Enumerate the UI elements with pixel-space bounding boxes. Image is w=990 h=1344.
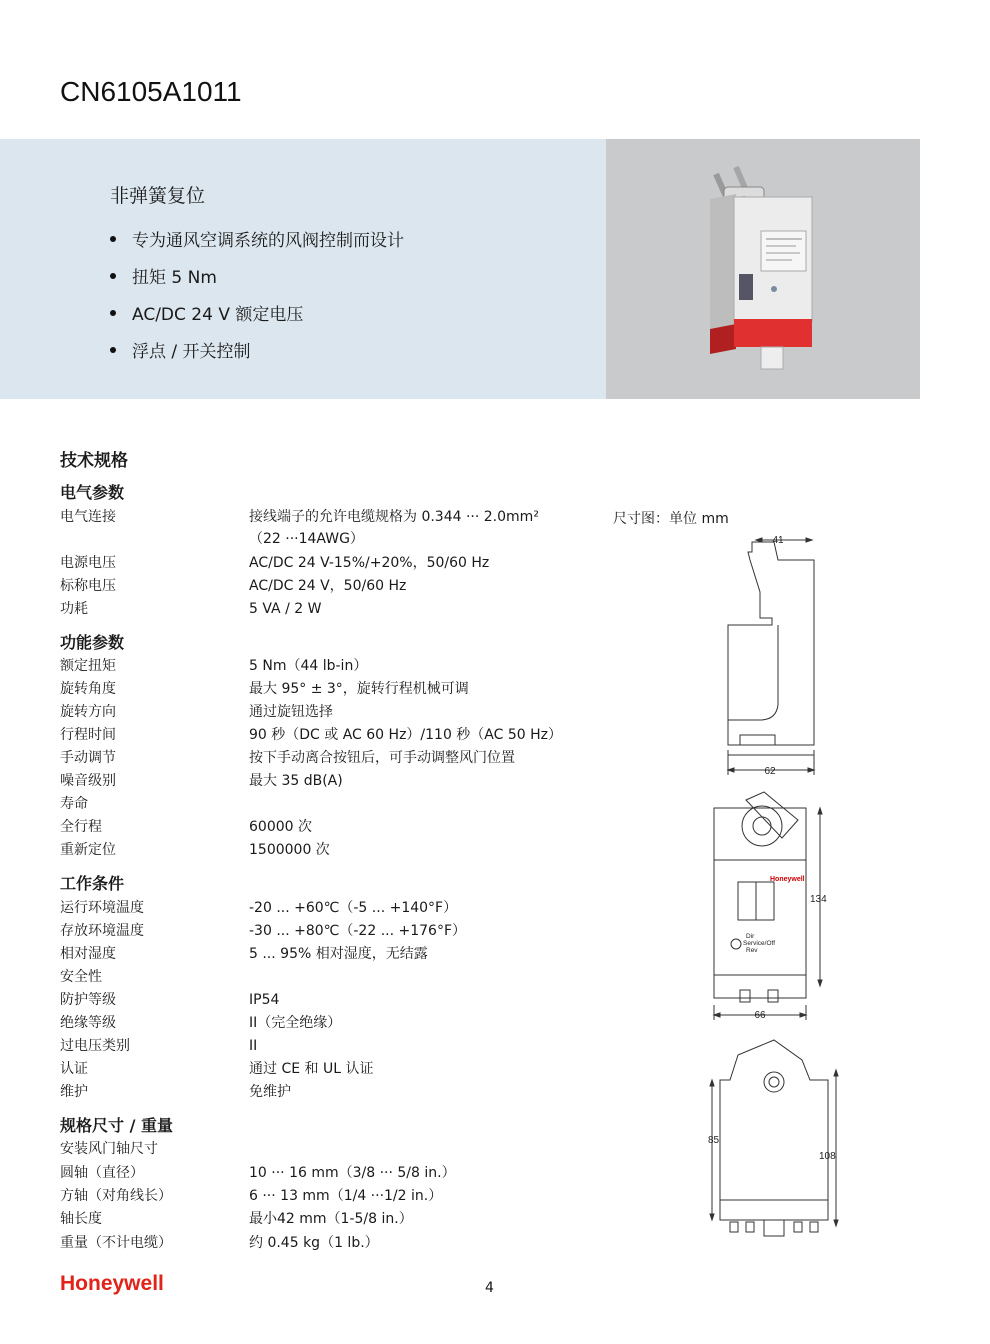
- page-title: CN6105A1011: [60, 76, 242, 107]
- feature-item: 扭矩 5 Nm: [110, 257, 404, 294]
- actuator-photo-icon: [606, 139, 920, 399]
- switch-label-dir: Dir: [746, 933, 755, 940]
- spec-title: 技术规格: [60, 451, 128, 471]
- drawing-caption: 尺寸图：单位 mm: [613, 511, 729, 527]
- section-heading-conditions: 工作条件: [60, 874, 125, 893]
- dim-top-width: 41: [772, 535, 784, 546]
- dimension-drawing: [690, 530, 840, 1250]
- dim-side-width: 62: [764, 766, 776, 777]
- section-heading-function: 功能参数: [60, 633, 125, 652]
- bullet-icon: [110, 310, 116, 316]
- feature-item: 专为通风空调系统的风阀控制而设计: [110, 220, 404, 257]
- section-heading-electrical: 电气参数: [60, 483, 125, 502]
- banner-heading: 非弹簧复位: [110, 185, 206, 207]
- product-photo: [606, 139, 920, 399]
- section-heading-dimensions: 规格尺寸 / 重量: [60, 1116, 173, 1135]
- feature-list: [110, 220, 404, 368]
- bullet-icon: [110, 347, 116, 353]
- dim-back-right: 108: [819, 1151, 836, 1162]
- dim-front-height: 134: [810, 894, 827, 905]
- switch-label-rev: Rev: [746, 947, 758, 954]
- honeywell-logo: Honeywell: [60, 1272, 164, 1295]
- bullet-icon: [110, 236, 116, 242]
- switch-label-service: Service/Off: [743, 940, 776, 947]
- dim-front-width: 66: [754, 1010, 766, 1021]
- bullet-icon: [110, 273, 116, 279]
- drawing-brand-mark: Honeywell: [770, 876, 805, 883]
- feature-item: 浮点 / 开关控制: [110, 331, 404, 368]
- page-number: 4: [485, 1280, 494, 1296]
- feature-item: AC/DC 24 V 额定电压: [110, 294, 404, 331]
- dim-back-left: 85: [708, 1135, 720, 1146]
